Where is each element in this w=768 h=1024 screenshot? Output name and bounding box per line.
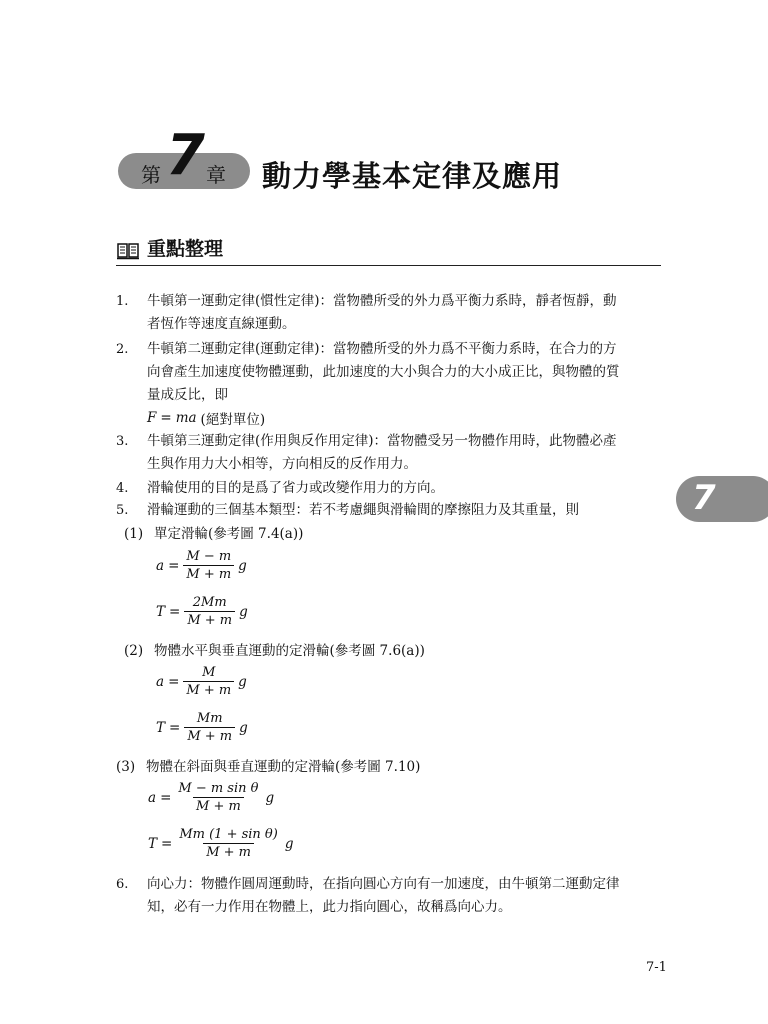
- item-line: 牛頓第二運動定律(運動定律)：當物體所受的外力爲不平衡力系時，在合力的方: [147, 341, 617, 357]
- formula-note: (絕對單位): [200, 412, 266, 428]
- item-line: 知，必有一力作用在物體上，此力指向圓心，故稱爲向心力。: [147, 899, 512, 915]
- item-line: 滑輪運動的三個基本類型：若不考慮繩與滑輪間的摩擦阻力及其重量，則: [147, 502, 579, 518]
- item-line: 者恆作等速度直線運動。: [147, 316, 296, 332]
- case-title: 單定滑輪(參考圖 7.4(a)): [154, 526, 304, 542]
- formula-gravity: g: [239, 719, 248, 736]
- formula-numerator: M − m: [186, 549, 232, 564]
- chapter-number: 7: [166, 123, 205, 188]
- acceleration-formula: a = $\frac{M - m}{M + m}$ g: [156, 549, 247, 582]
- formula-numerator: Mm (1 + sin θ): [179, 827, 278, 842]
- case-label: (2): [124, 643, 144, 659]
- chapter-prefix: 第: [141, 163, 161, 187]
- chapter-side-tab-number: 7: [692, 478, 716, 518]
- formula-variable: a: [156, 673, 165, 690]
- item-line: 生與作用力大小相等，方向相反的反作用力。: [147, 456, 417, 472]
- formula-variable: T: [148, 835, 158, 852]
- formula-variable: T: [156, 603, 166, 620]
- book-icon: [116, 240, 140, 260]
- formula-numerator: M: [202, 665, 216, 680]
- formula-denominator: M + m: [183, 681, 234, 699]
- newton-second-law-formula: [147, 408, 265, 428]
- formula-numerator: M − m sin θ: [178, 781, 259, 796]
- formula-equals: =: [160, 410, 172, 426]
- chapter-side-tab: [676, 476, 768, 522]
- case-title: 物體在斜面與垂直運動的定滑輪(參考圖 7.10): [146, 759, 421, 775]
- formula-gravity: g: [265, 789, 275, 806]
- formula-denominator: M + m: [183, 565, 234, 583]
- case-label: (1): [124, 526, 144, 542]
- item-line: 牛頓第一運動定律(慣性定律)：當物體所受的外力爲平衡力系時，靜者恆靜，動: [147, 293, 617, 309]
- item-line: 向會產生加速度使物體運動，此加速度的大小與合力的大小成正比，與物體的質: [147, 364, 620, 380]
- formula-variable: a: [156, 557, 165, 574]
- acceleration-formula: a = $\frac{\text{M − m sin θ}}{M + m}$ g: [148, 781, 275, 814]
- item-line: 牛頓第三運動定律(作用與反作用定律)：當物體受另一物體作用時，此物體必產: [147, 433, 617, 449]
- chapter-title: 動力學基本定律及應用: [262, 159, 563, 193]
- page-number: 7-1: [646, 960, 667, 975]
- formula-gravity: g: [239, 603, 248, 620]
- item-number: 1.: [116, 294, 129, 309]
- formula-numerator: 2Mm: [192, 595, 227, 610]
- item-number: 3.: [116, 434, 129, 449]
- case-title: 物體水平與垂直運動的定滑輪(參考圖 7.6(a)): [154, 643, 425, 659]
- formula-variable: T: [156, 719, 166, 736]
- formula-gravity: g: [238, 557, 247, 574]
- formula-numerator: Mm: [196, 711, 223, 726]
- formula-rhs: ma: [175, 410, 197, 426]
- section-title: 重點整理: [147, 238, 224, 260]
- formula-gravity: g: [284, 835, 294, 852]
- section-divider: [116, 265, 661, 266]
- formula-variable: a: [148, 789, 157, 806]
- tension-formula: T = $\frac{\text{Mm (1 + sin θ)}}{M + m}$ g: [148, 827, 294, 860]
- formula-denominator: M + m: [184, 611, 235, 629]
- chapter-suffix: 章: [206, 163, 226, 187]
- item-number: 6.: [116, 877, 129, 892]
- item-line: 滑輪使用的目的是爲了省力或改變作用力的方向。: [147, 480, 444, 496]
- case-label: (3): [116, 759, 136, 775]
- formula-denominator: M + m: [184, 727, 235, 745]
- formula-denominator: M + m: [203, 843, 254, 861]
- formula-gravity: g: [238, 673, 247, 690]
- tension-formula: T = $\frac{Mm}{M + m}$ g: [156, 711, 248, 744]
- item-number: 2.: [116, 342, 129, 357]
- item-number: 4.: [116, 481, 129, 496]
- acceleration-formula: a = $\frac{M}{M + m}$ g: [156, 665, 247, 698]
- item-line: 量成反比，即: [147, 387, 228, 403]
- item-line: 向心力：物體作圓周運動時，在指向圓心方向有一加速度，由牛頓第二運動定律: [147, 876, 620, 892]
- item-number: 5.: [116, 503, 129, 518]
- tension-formula: T = $\frac{2Mm}{M + m}$ g: [156, 595, 248, 628]
- formula-denominator: M + m: [193, 797, 244, 815]
- formula-lhs: F: [147, 410, 157, 426]
